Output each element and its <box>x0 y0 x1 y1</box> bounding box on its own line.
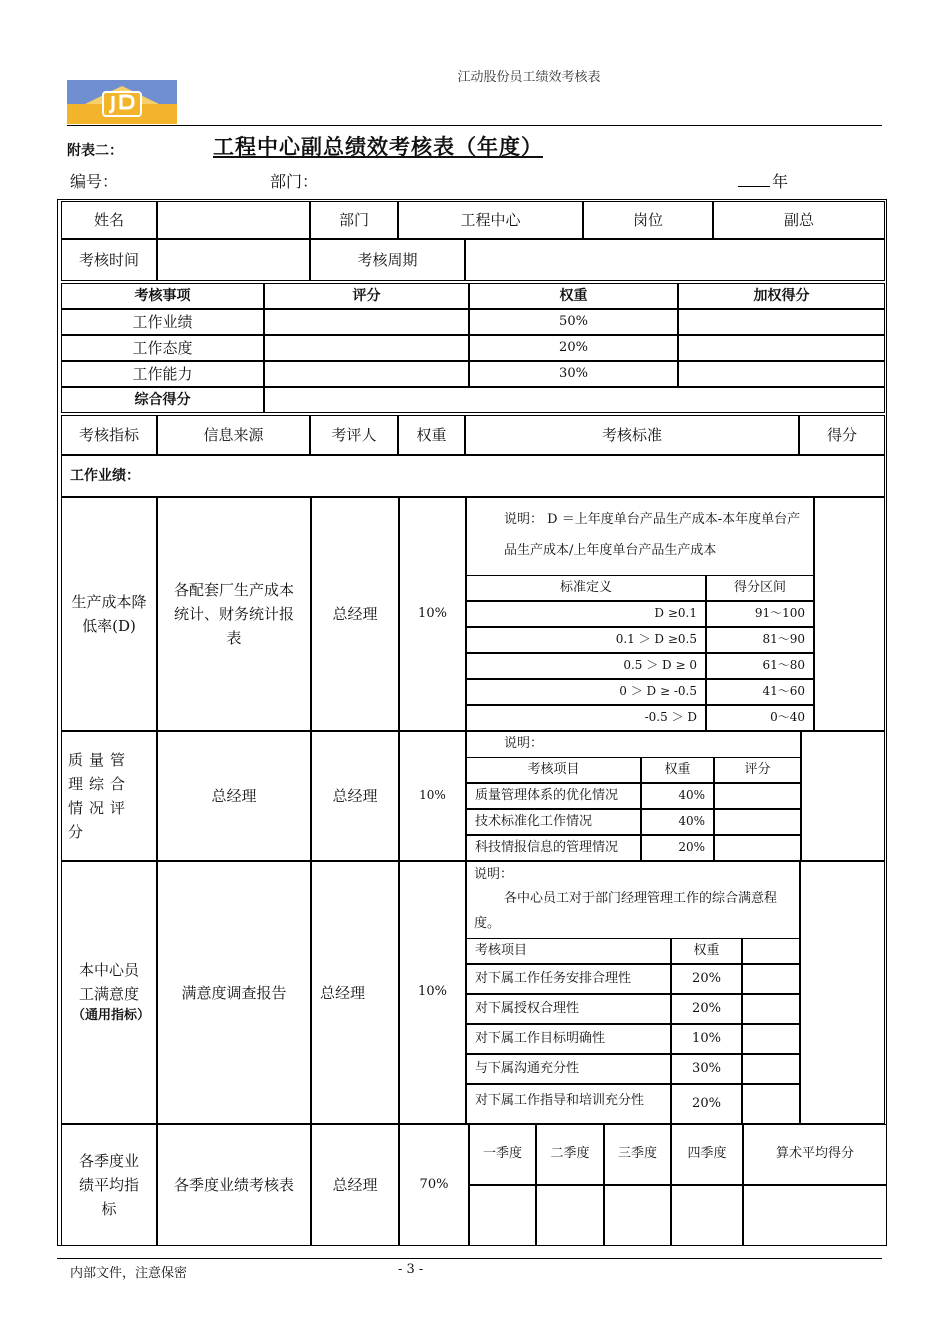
footer-rule <box>57 1258 882 1259</box>
sub-row-score[interactable] <box>742 1024 800 1054</box>
summary-row-score[interactable] <box>264 335 469 361</box>
summary-row-item: 工作业绩 <box>61 309 264 335</box>
sub-header-score: 评分 <box>714 757 801 783</box>
indicator-note-title: 说明： <box>474 867 514 882</box>
name-label: 姓名 <box>61 201 157 239</box>
indicator-weight: 10% <box>399 861 466 1124</box>
dept-field-value: 工程中心 <box>398 201 583 239</box>
std-row-def: D ≥0.1 <box>466 601 706 627</box>
std-row-def: 0.5 ＞ D ≥ 0 <box>466 653 706 679</box>
sub-row-score[interactable] <box>714 835 801 861</box>
indicator-weight: 10% <box>399 731 466 861</box>
period-time-label: 考核时间 <box>61 239 157 281</box>
detail-header-indicator: 考核指标 <box>61 415 157 455</box>
indicator-rater: 总经理 <box>311 1124 399 1246</box>
summary-row-weighted[interactable] <box>678 309 885 335</box>
std-header-range: 得分区间 <box>706 575 814 601</box>
period-time-value[interactable] <box>157 239 310 281</box>
name-value[interactable] <box>157 201 310 239</box>
indicator-note: 说明： D ＝上年度单台产品生产成本-本年度单台产品生产成本/上年度单台产品生产成本 <box>504 512 801 559</box>
dept-label: 部门： <box>270 172 319 191</box>
sub-row-weight: 30% <box>671 1054 742 1084</box>
summary-total-label: 综合得分 <box>61 387 264 413</box>
sub-row-score[interactable] <box>742 994 800 1024</box>
sub-header-blank <box>742 938 800 964</box>
std-row-def: 0.1 ＞ D ≥0.5 <box>466 627 706 653</box>
sub-row-item: 与下属沟通充分性 <box>466 1054 671 1084</box>
summary-row-item: 工作态度 <box>61 335 264 361</box>
appendix-label: 附表二： <box>67 143 123 159</box>
sub-row-score[interactable] <box>714 783 801 809</box>
header-rule <box>67 125 882 126</box>
year-label: 年 <box>772 172 789 191</box>
indicator-score[interactable] <box>814 497 885 731</box>
std-row-range: 91～100 <box>706 601 814 627</box>
summary-row-item: 工作能力 <box>61 361 264 387</box>
sub-row-weight: 20% <box>671 994 742 1024</box>
indicator-score[interactable] <box>801 731 885 861</box>
detail-header-score: 得分 <box>799 415 885 455</box>
average-header: 算术平均得分 <box>743 1124 887 1185</box>
summary-total-value[interactable] <box>264 387 885 413</box>
summary-row-weight: 20% <box>469 335 678 361</box>
detail-header-standard: 考核标准 <box>465 415 799 455</box>
quarter-score[interactable] <box>671 1185 743 1246</box>
sub-header-weight: 权重 <box>641 757 714 783</box>
position-value: 副总 <box>713 201 885 239</box>
page-title: 工程中心副总绩效考核表（年度） <box>213 134 543 159</box>
std-row-def: 0 ＞ D ≥ -0.5 <box>466 679 706 705</box>
indicator-rater: 总经理 <box>311 861 399 1124</box>
period-value[interactable] <box>465 239 885 281</box>
std-row-range: 0～40 <box>706 705 814 731</box>
sub-row-score[interactable] <box>742 1084 800 1124</box>
std-row-range: 81～90 <box>706 627 814 653</box>
sub-row-item: 科技情报信息的管理情况 <box>466 835 641 861</box>
summary-header-weight: 权重 <box>469 283 678 309</box>
indicator-name <box>61 861 157 1124</box>
summary-row-weighted[interactable] <box>678 335 885 361</box>
std-row-range: 61～80 <box>706 653 814 679</box>
std-row-def: -0.5 ＞ D <box>466 705 706 731</box>
sub-row-score[interactable] <box>742 1054 800 1084</box>
period-label: 考核周期 <box>310 239 465 281</box>
summary-header-item: 考核事项 <box>61 283 264 309</box>
detail-header-source: 信息来源 <box>157 415 310 455</box>
sub-row-weight: 20% <box>641 835 714 861</box>
quarter-header: 三季度 <box>604 1124 671 1185</box>
sub-row-score[interactable] <box>714 809 801 835</box>
number-label: 编号： <box>70 172 119 191</box>
summary-row-weighted[interactable] <box>678 361 885 387</box>
indicator-name-main: 本中心员工满意度 <box>78 961 139 1004</box>
quarter-score[interactable] <box>469 1185 536 1246</box>
sub-row-item: 对下属工作任务安排合理性 <box>466 964 671 994</box>
sub-header-weight: 权重 <box>671 938 742 964</box>
indicator-name: 生产成本降低率(D) <box>61 497 157 731</box>
quarter-score[interactable] <box>536 1185 604 1246</box>
average-score[interactable] <box>743 1185 887 1246</box>
indicator-source: 总经理 <box>157 731 311 861</box>
summary-row-score[interactable] <box>264 361 469 387</box>
footer-confidential: 内部文件，注意保密 <box>70 1266 188 1281</box>
summary-header-weighted: 加权得分 <box>678 283 885 309</box>
page-number: - 3 - <box>398 1262 424 1277</box>
sub-row-weight: 20% <box>671 964 742 994</box>
summary-row-weight: 30% <box>469 361 678 387</box>
sub-row-item: 对下属工作目标明确性 <box>466 1024 671 1054</box>
indicator-rater: 总经理 <box>311 731 399 861</box>
position-label: 岗位 <box>583 201 713 239</box>
section-label: 工作业绩： <box>61 455 885 497</box>
indicator-note: 说明： <box>504 736 544 751</box>
sub-row-weight: 20% <box>671 1084 742 1124</box>
indicator-name: 质量管理综合情况评分 <box>61 731 157 861</box>
sub-row-weight: 10% <box>671 1024 742 1054</box>
indicator-rater: 总经理 <box>311 497 399 731</box>
std-header-def: 标准定义 <box>466 575 706 601</box>
sub-header-item: 考核项目 <box>466 938 671 964</box>
summary-row-score[interactable] <box>264 309 469 335</box>
sub-row-score[interactable] <box>742 964 800 994</box>
indicator-weight: 10% <box>399 497 466 731</box>
indicator-name-note: （通用指标） <box>72 1008 151 1024</box>
quarter-score[interactable] <box>604 1185 671 1246</box>
sub-header-item: 考核项目 <box>466 757 641 783</box>
indicator-source: 各配套厂生产成本统计、财务统计报表 <box>157 497 311 731</box>
summary-row-weight: 50% <box>469 309 678 335</box>
quarter-header: 一季度 <box>469 1124 536 1185</box>
sub-row-item: 质量管理体系的优化情况 <box>466 783 641 809</box>
quarter-header: 二季度 <box>536 1124 604 1185</box>
detail-header-rater: 考评人 <box>310 415 398 455</box>
indicator-name: 各季度业绩平均指标 <box>61 1124 157 1246</box>
year-blank[interactable] <box>738 186 770 187</box>
company-logo <box>67 80 177 124</box>
summary-header-score: 评分 <box>264 283 469 309</box>
indicator-note-body: 各中心员工对于部门经理管理工作的综合满意程度。 <box>474 891 778 931</box>
indicator-score[interactable] <box>800 861 885 1124</box>
dept-field-label: 部门 <box>310 201 398 239</box>
indicator-source: 满意度调查报告 <box>157 861 311 1124</box>
sub-row-weight: 40% <box>641 809 714 835</box>
quarter-header: 四季度 <box>671 1124 743 1185</box>
std-row-range: 41～60 <box>706 679 814 705</box>
sub-row-weight: 40% <box>641 783 714 809</box>
sub-row-item: 对下属授权合理性 <box>466 994 671 1024</box>
sub-row-item: 技术标准化工作情况 <box>466 809 641 835</box>
sub-row-item: 对下属工作指导和培训充分性 <box>466 1084 671 1124</box>
indicator-weight: 70% <box>399 1124 469 1246</box>
detail-header-weight: 权重 <box>398 415 465 455</box>
indicator-source: 各季度业绩考核表 <box>157 1124 311 1246</box>
header-company-title: 江动股份员工绩效考核表 <box>457 70 601 85</box>
